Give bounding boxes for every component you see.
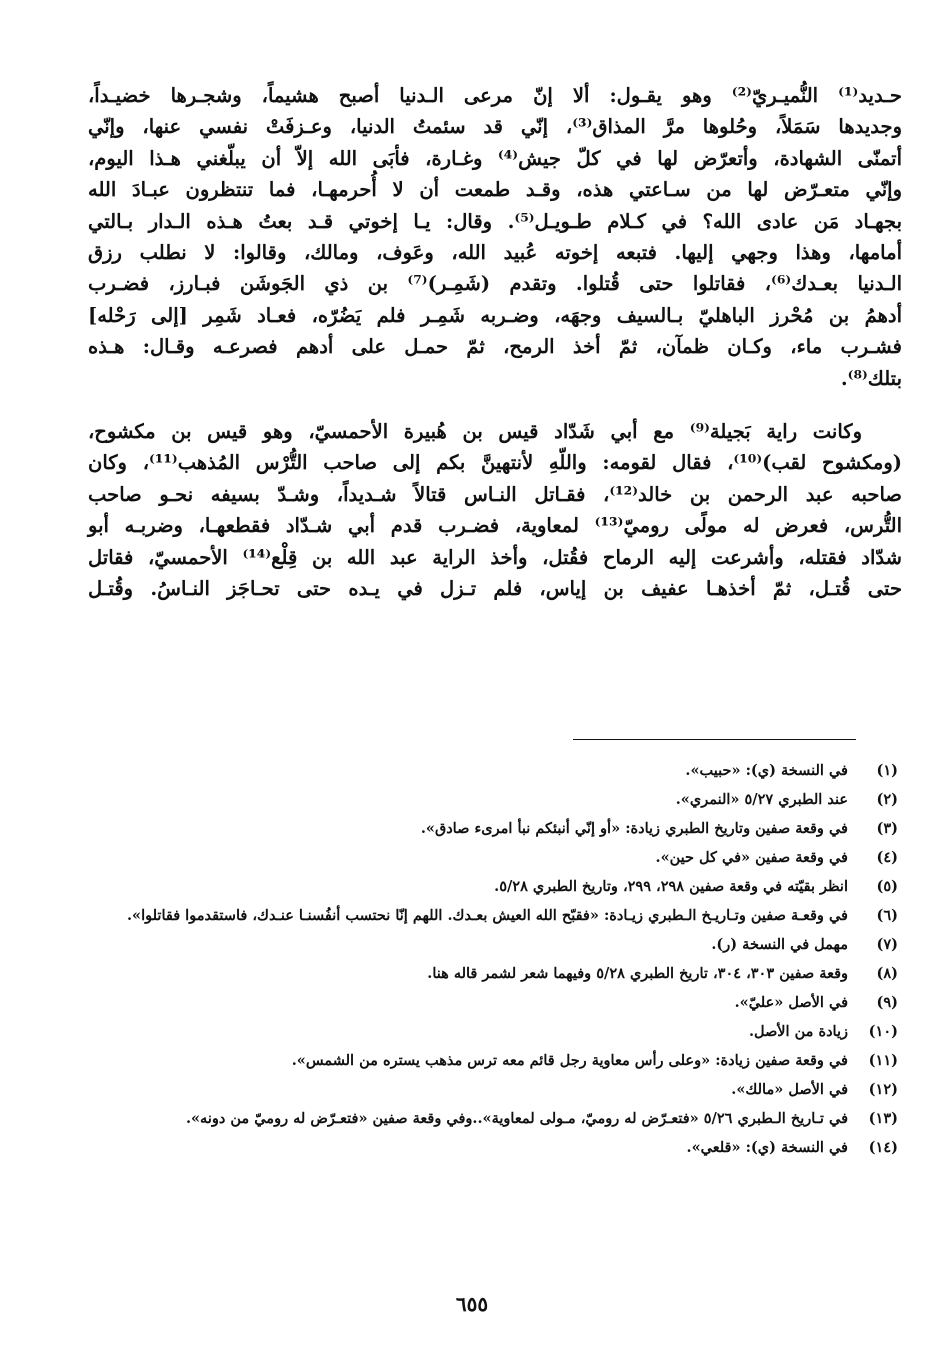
footnote: [46, 906, 898, 926]
text-line: وإنّي متعـرّض لها من سـاعتي هذه، وقـد طمعت أن لا أُحرمهـا، فما تنتظرون عبـادَ الله: [88, 178, 902, 202]
footnote-number: (١٣): [868, 1110, 898, 1127]
footnote-number: (١٢): [868, 1081, 898, 1098]
footnote-number: (١٤): [868, 1139, 898, 1156]
footnote-number: (٨): [876, 965, 898, 982]
footnote-text: انظر بقيّته في وقعة صفين ٢٩٨، ٢٩٩، وتاريخ الطبري ٥/٢٨.: [494, 878, 848, 895]
footnote-text: مهمل في النسخة (ر).: [711, 936, 848, 953]
text-line: أتمنّى الشهادة، وأتعرّض لها في كلّ جيش⁽⁴⁾ وغـارة، فأبَى الله إلاّ أن يبلّغني هـذا اليوم،: [88, 146, 902, 170]
footnote: [46, 1138, 898, 1158]
text-line: حـديد⁽¹⁾ النُّميـريّ⁽²⁾ وهو يقـول: ألا إنّ مرعى الـدنيا أصبح هشيماً، وشجـرها خضيـداً،: [88, 84, 902, 107]
paragraph-2: [88, 416, 902, 604]
footnote: [46, 1080, 898, 1100]
footnote-text: زيادة من الأصل.: [748, 1023, 848, 1040]
page-number: ٦٥٥: [455, 1292, 489, 1316]
text-line: بجهـاد مَن عادى الله؟ في كـلام طـويـل⁽⁵⁾. وقال: يـا إخوتي قـد بعتُ هـذه الـدار بـالتي: [88, 209, 903, 233]
footnote-divider: [573, 739, 856, 740]
footnote-number: (١١): [868, 1052, 898, 1069]
footnote: [46, 993, 898, 1013]
footnote-number: (٧): [876, 936, 898, 953]
footnote-number: (٦): [876, 907, 898, 924]
footnote-text: في النسخة (ي): «حبيب».: [685, 762, 848, 779]
text-line: أدهمُ بن مُحْرز الباهليّ بـالسيف وجهَه، وضـربه شَمِـر فلم يَضُرّه، فعـاد شَمِر [إلى رَحْله]: [88, 303, 902, 327]
text-line: فشـرب ماء، وكـان ظمآن، ثمّ أخذ الرمح، ثمّ حمـل على أدهم فصرعـه وقـال: هـذه: [88, 335, 902, 359]
footnote-text: في الأصل «مالك».: [731, 1081, 848, 1098]
text-line: الـدنيا بعـدك⁽⁶⁾، فقاتلوا حتى قُتلوا. وتقدم (شَمِـر)⁽⁷⁾ بن ذي الجَوشَن فبـارز، فضـرب: [88, 272, 903, 296]
text-line: وكانت راية بَجيلة⁽⁹⁾ مع أبي شَدّاد قيس بن هُبيرة الأحمسيّ، وهو قيس بن مكشوح،: [88, 420, 862, 444]
main-text: [88, 80, 902, 605]
footnote-text: وقعة صفين ٣٠٣، ٣٠٤، تاريخ الطبري ٥/٢٨ وفيهما شعر لشمر قاله هنا.: [427, 965, 848, 982]
footnote-number: (٢): [876, 791, 898, 808]
footnote: [46, 964, 898, 984]
footnote: [46, 1109, 898, 1129]
footnote-text: في وقعـة صفين وتـاريـخ الـطبري زيـادة: «فقبّح الله العيش بعـدك. اللهم إنّا نحتسب أنفُسنـا عنـدك، فاستقدموا فقاتلوا».: [126, 907, 848, 924]
footnote-text: في تـاريخ الـطبري ٥/٢٦ «فتعـرّض له روميّ، مـولى لمعاوية»..وفي وقعة صفين «فتعـرّض له روميّ من دونه».: [185, 1110, 848, 1127]
paragraph-1: [88, 80, 902, 394]
text-line: التُّرس، فعرض له مولًى روميّ⁽¹³⁾ لمعاوية، فضـرب قدم أبي شـدّاد فقطعهـا، وضربـه أبو: [88, 514, 902, 538]
footnote-text: عند الطبري ٥/٢٧ «النمري».: [675, 791, 848, 808]
text-line: شدّاد فقتله، وأشرعت إليه الرماح فقُتل، وأخذ الراية عبد الله بن قِلْع⁽¹⁴⁾ الأحمسيّ، فقاتل: [88, 545, 902, 569]
footnote-number: (٣): [876, 820, 898, 837]
footnote: [46, 761, 898, 781]
footnote-number: (١٠): [868, 1023, 898, 1040]
footnote-number: (٤): [876, 849, 898, 866]
footnote-text: في وقعة صفين زيادة: «وعلى رأس معاوية رجل قائم معه ترس مذهب يستره من الشمس».: [291, 1052, 848, 1069]
footnote: [46, 1051, 898, 1071]
text-line: أمامها، وهذا وجهي إليها. فتبعه إخوته عُبيد الله، وعَوف، ومالك، وقالوا: لا نطلب رزق: [88, 241, 902, 265]
text-line: (ومكشوح لقب)⁽¹⁰⁾، فقال لقومه: واللّهِ لأنتهينَّ بكم إلى صاحب التُّرْس المُذهب⁽¹¹⁾، وكان: [88, 451, 902, 475]
footnote: [46, 935, 898, 955]
footnote-text: في الأصل «عليّ».: [734, 994, 848, 1011]
footnote-number: (٩): [876, 994, 898, 1011]
text-line: بتلك⁽⁸⁾.: [840, 366, 902, 390]
footnote: [46, 877, 898, 897]
footnote-number: (٥): [876, 878, 898, 895]
footnote: [46, 848, 898, 868]
footnotes: [46, 761, 898, 1167]
footnote: [46, 1022, 898, 1042]
text-line: صاحبه عبد الرحمن بن خالد⁽¹²⁾، فقـاتل النـاس قتالاً شـديداً، وشـدّ بسيفه نحـو صاحب: [88, 482, 902, 506]
footnote-text: في النسخة (ي): «قلعي».: [686, 1139, 848, 1156]
footnote: [46, 790, 898, 810]
footnote: [46, 819, 898, 839]
footnote-text: في وقعة صفين «في كل حين».: [655, 849, 848, 866]
footnote-number: (١): [876, 762, 898, 779]
footnote-text: في وقعة صفين وتاريخ الطبري زيادة: «أو إنّي أنبئكم نبأ امرىء صادق».: [420, 820, 848, 837]
text-line: حتى قُتـل، ثمّ أخذهـا عفيف بن إياس، فلم تـزل في يـده حتى تحـاجَز النـاسُ. وقُتـل: [88, 577, 902, 601]
text-line: وجديدها سَمَلاً، وحُلوها مرَّ المذاق⁽³⁾، إنّي قد سئمتُ الدنيا، وعـزفَتْ نفسي عنها، وإنّي: [88, 115, 902, 139]
